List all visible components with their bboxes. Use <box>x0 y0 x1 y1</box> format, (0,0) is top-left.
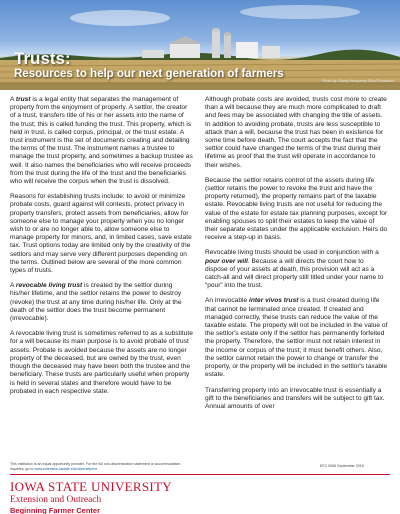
term-pour-over-will: pour over will <box>205 257 248 265</box>
footer-divider <box>10 474 390 475</box>
paragraph: Transferring property into an irrevocable trust is essentially a gift to the beneficiaries and transfers will be subject to gift tax. Annual amounts of over <box>205 386 385 410</box>
university-name: IOWA STATE UNIVERSITY <box>10 479 172 494</box>
paragraph: A revocable living trust is sometimes referred to as a substitute for a will because its main purpose is to avoid probate of trust assets. Probate is avoided because the assets are no longer property of the deceased, but are owned by the trust, even though the deceased may have been both the trustee and the beneficiary. These trusts are particularly useful when property is held in several states and therefore would have to be probated in each respective state. <box>10 330 193 395</box>
paragraph: Revocable living trusts should be used in conjunction with a pour over will. Because a will directs the court how to dispose of your assets at death, this provision will act as a catch-all and will direct property still titled under your name to “pour” into the trust. <box>205 249 384 290</box>
paragraph: Although probate costs are avoided, trusts cost more to create than a will because they are much more complicated to draft and fees may be associated with changing the title of assets. In addition to avoiding probate, trusts are less susceptible to attack than a will, because the trust has been in existence for some time before death. The court accepts the fact that the settlor could have changed the terms of the trust during their lifetime as proof that the trust will operate in accordance to their wishes. <box>205 96 387 169</box>
paragraph: Reasons for establishing trusts include: to avoid or minimize probate costs, guard against will contests, protect privacy in property transfers, protect assets from beneficiaries, allow for someone else to manage your property when you no longer wish to or are no longer able to, allow someone else to manage property for minors, and, in limited cases, save estate tax. Trust options today are limited only by the creativity of the settlors and may serve very different purposes depending on the terms. Outlined below are several of the more common types of trusts. <box>10 193 192 275</box>
document-code: EFC 0006 September 2016 <box>320 464 364 468</box>
paragraph: An irrevocable inter vivos trust is a trust created during life that cannot be terminated once created. If created and managed correctly, these trusts can reduce the value of the taxable estate. The property will not be included in the value of the settlor's estate only if the settlor has permanently forfeited the property. Therefore, the settlor must not retain interest in the income or corpus of the trust; it must benefit others. Also, the settlor cannot retain the power to change or transfer the property, or the property will be included in the settlor's taxable estate. <box>205 297 388 379</box>
photo-credit: Photo by: Danny Marquiney-Olive/Thinkstock <box>322 79 394 83</box>
header-photo-banner <box>0 0 400 90</box>
nondiscrimination-statement: This institution is an equal opportunity provider. For the full non-discrimination statement or accommodation inquiries, go to www.extension.iastate.edu/diversity/ext <box>10 462 181 471</box>
right-column <box>205 96 388 418</box>
term-trust: trust <box>15 96 31 103</box>
term-inter-vivos-trust: inter vivos trust <box>248 297 299 305</box>
extension-name: Extension and Outreach <box>10 495 102 505</box>
page-title: Trusts: <box>14 49 71 68</box>
left-column <box>10 96 193 403</box>
diversity-link[interactable]: www.extension.iastate.edu/diversity/ext <box>34 466 97 471</box>
paragraph: A revocable living trust is created by the settlor during his/her lifetime, and the settlor retains the power to destroy (revoke) the trust at any time during his/her life. Only at the death of the settlor does the trust become permanent (irrevocable). <box>10 282 182 323</box>
term-revocable-living-trust: revocable living trust <box>15 282 83 290</box>
paragraph: A trust is a legal entity that separates the management of property from the enjoyment of property. A settlor, the creator of a trust, transfers title of his or her assets into the name of the trust; this is called funding the trust. This property, which is held in trust, is called corpus, principal, or the trust estate. A trust instrument is the set of documents creating and detailing the terms of the trust. The instrument names a trustee to manage the trust property, and sometimes a backup trustee as well. It also names the beneficiaries who will receive proceeds from the trust during the life of the trust and the beneficiaries who will receive the corpus when the trust is dissolved. <box>10 96 193 186</box>
page-subtitle: Resources to help our next generation of farmers <box>14 68 284 80</box>
footer-logo <box>10 479 172 514</box>
center-name: Beginning Farmer Center <box>10 506 101 514</box>
paragraph: Because the settlor retains control of the assets during life (settlor retains the power to revoke the trust and have the property returned), the property remains part of the taxable estate. Revocable living trusts are not useful for reducing the value of the estate for estate tax planning purposes, except for enabling spouses to split their estates to keep the value of their separate estates under the applicable exclusion. Heirs do receive a step-up in basis. <box>205 176 388 242</box>
